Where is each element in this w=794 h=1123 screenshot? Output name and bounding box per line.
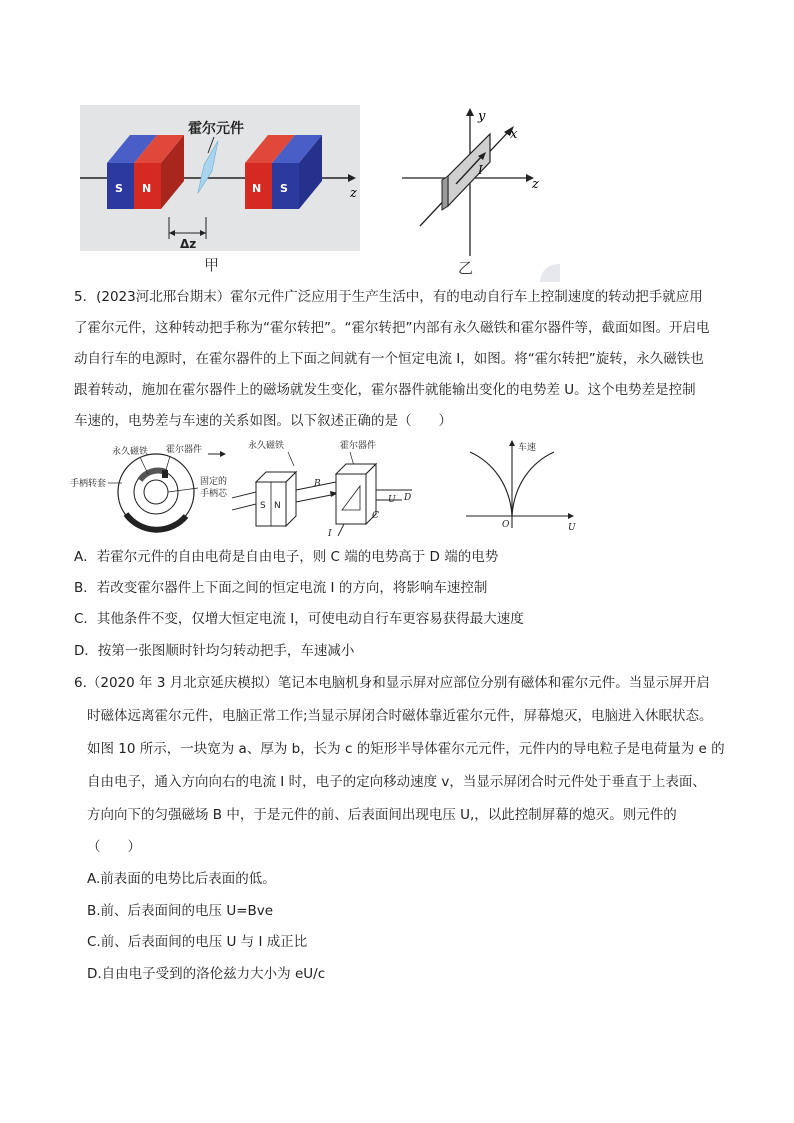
q5-figure-device [232, 436, 432, 540]
graph-u-axis-arrow [568, 513, 574, 519]
device-u-label: U [388, 495, 396, 505]
figure-jia [80, 105, 360, 251]
device-cube-front [336, 474, 366, 524]
graph-speed-label: 车速 [518, 443, 537, 453]
right-magnet-s-label: S [280, 182, 288, 195]
figure-jia-caption: 甲 [204, 256, 220, 274]
field-line-4 [296, 494, 336, 502]
q5-option-a: A．若霍尔元件的自由电荷是自由电子，则 C 端的电势高于 D 端的电势 [74, 549, 499, 565]
q6-option-a: A.前表面的电势比后表面的低。 [87, 871, 276, 887]
graph-speed-axis-arrow [509, 440, 515, 446]
q6-option-c: C.前、后表面间的电压 U 与 I 成正比 [87, 934, 308, 950]
q5-line-4: 跟着转动，施加在霍尔器件上的磁场就发生变化，霍尔器件就能输出变化的电势差 U。这个电势差是控制 [74, 382, 696, 398]
figure-yi-svg [398, 106, 558, 276]
grip-sleeve-label: 手柄转套 [70, 479, 107, 489]
q5-figure-graph [462, 438, 592, 534]
q6-line-4: 自由电子，通入方向向右的电流 I 时，电子的定向移动速度 v，当显示屏闭合时元件处于垂直于上表面、 [87, 774, 706, 790]
figure-yi [398, 106, 558, 276]
y-axis-arrow [466, 108, 474, 116]
device-d-label: D [404, 493, 412, 503]
figure-yi-caption: 乙 [458, 259, 474, 277]
q5-figure-grip-svg [70, 440, 230, 540]
q6-line-5: 方向向下的匀强磁场 B 中，于是元件的前、后表面间出现电压 U,，以此控制屏幕的熄灭。则元件的 [87, 807, 677, 823]
q6-line-3: 如图 10 所示，一块宽为 a、厚为 b，长为 c 的矩形半导体霍尔元元件，元件内的导电粒子是电荷量为 e 的 [87, 741, 725, 757]
device-hall-label: 霍尔器件 [340, 441, 377, 451]
device-magnet-n: N [274, 501, 281, 511]
device-magnet-label: 永久磁铁 [248, 441, 285, 451]
device-current-line [338, 524, 344, 536]
field-line-1 [232, 492, 256, 498]
device-magnet-side [286, 472, 296, 526]
field-line-2 [232, 504, 256, 510]
grip-fixed-core-label-1: 固定的 [200, 477, 228, 487]
graph-u-label: U [568, 523, 576, 533]
grip-magnet-leader [140, 457, 148, 474]
grip-hall-leader [166, 456, 170, 470]
graph-curve-right [512, 452, 554, 516]
q5-figure-graph-svg [462, 438, 592, 534]
grip-hall-arrow-head [220, 451, 226, 457]
q5-option-b: B．若改变霍尔器件上下面之间的恒定电流 I 的方向，将影响车速控制 [74, 580, 488, 596]
right-magnet-n-label: N [252, 182, 262, 195]
grip-hall-device [162, 470, 168, 478]
q6-line-1: 6.（2020 年 3 月北京延庆模拟）笔记本电脑机身和显示屏对应部位分别有磁体和霍尔元件。当显示屏开启 [74, 675, 710, 691]
graph-origin-label: O [502, 520, 510, 530]
device-b-label: B [314, 479, 321, 489]
q5-figure-device-svg [232, 436, 432, 540]
grip-hall-label: 霍尔器件 [166, 445, 203, 455]
q5-line-1: 5．(2023河北邢台期末）霍尔元件广泛应用于生产生活中，有的电动自行车上控制速度的转动把手就应用 [74, 289, 703, 305]
left-magnet-n-label: N [142, 182, 152, 195]
q6-option-d: D.自由电子受到的洛伦兹力大小为 eU/c [87, 966, 326, 982]
q5-option-d: D．按第一张图顺时针均匀转动把手，车速减小 [74, 643, 355, 659]
q5-line-2: 了霍尔元件，这种转动把手称为“霍尔转把”。“霍尔转把”内部有永久磁铁和霍尔器件等，截面如图。开启电 [74, 320, 710, 336]
q5-option-c: C．其他条件不变，仅增大恒定电流 I，可使电动自行车更容易获得最大速度 [74, 611, 524, 627]
q6-line-6: （ ） [87, 839, 141, 855]
figure-jia-svg [80, 105, 360, 251]
x-axis-label: x [510, 127, 518, 142]
delta-z-label: Δz [180, 237, 197, 251]
y-axis-label: y [478, 109, 486, 124]
grip-fixed-core-label-2: 手柄芯 [200, 489, 228, 499]
hall-element-label: 霍尔元件 [188, 121, 244, 137]
device-c-label: C [372, 511, 379, 521]
grip-sleeve-arc [126, 514, 186, 530]
q5-line-5: 车速的，电势差与车速的关系如图。以下叙述正确的是（ ） [74, 413, 452, 429]
q6-line-2: 时磁体远离霍尔元件，电脑正常工作;当显示屏闭合时磁体靠近霍尔元件，屏幕熄灭，电脑进入休眠状态。 [87, 708, 713, 724]
hall-plate-side [442, 176, 448, 210]
device-magnet-leader [288, 452, 294, 466]
z-axis-b-label: z [532, 177, 539, 192]
left-magnet-s-label: S [115, 182, 123, 195]
grip-core [144, 480, 168, 504]
z-axis-label: z [350, 186, 357, 201]
grip-magnet-label: 永久磁铁 [112, 447, 149, 457]
device-magnet-s: S [260, 501, 266, 511]
q5-line-3: 动自行车的电源时，在霍尔器件的上下面之间就有一个恒定电流 I，如图。将“霍尔转把”旋转，永久磁铁也 [74, 351, 704, 367]
device-i-label: I [328, 529, 332, 539]
graph-curve-left [470, 452, 512, 516]
q5-figure-grip [70, 440, 230, 540]
q6-option-b: B.前、后表面间的电压 U=Bve [87, 903, 274, 919]
current-label: I [478, 163, 483, 177]
